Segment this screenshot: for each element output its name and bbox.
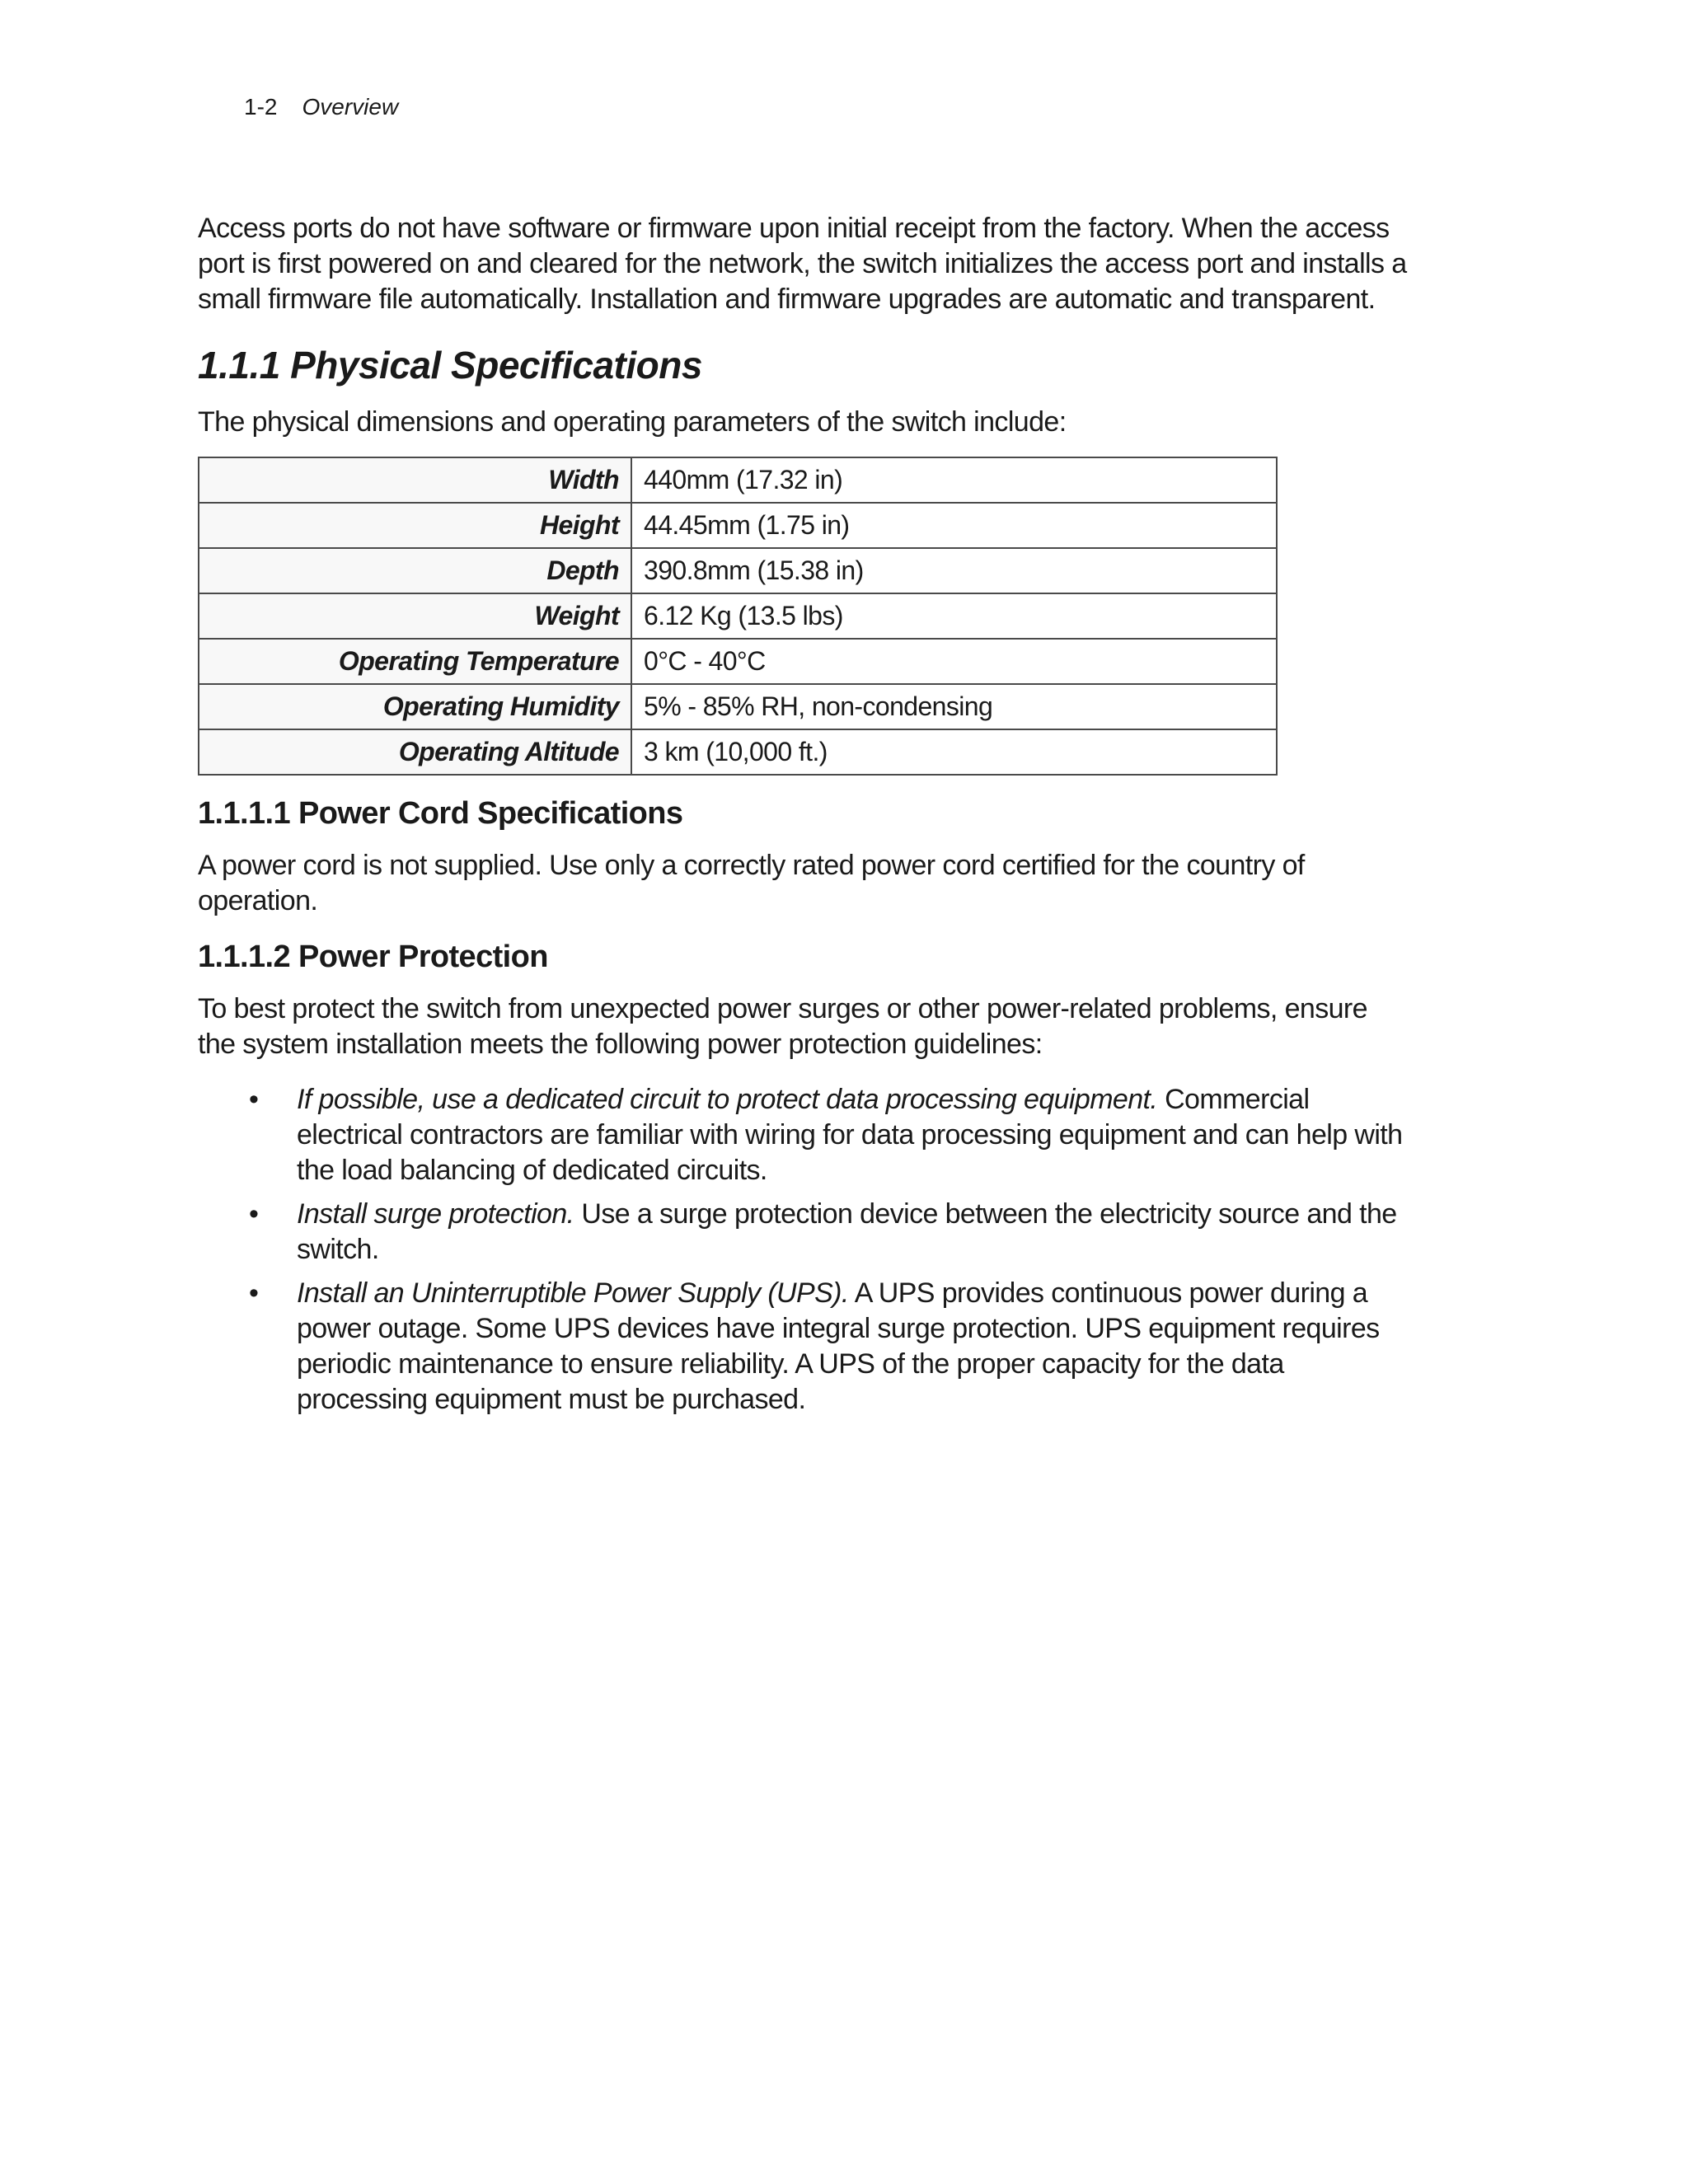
spec-value: 3 km (10,000 ft.)	[631, 729, 1277, 775]
spec-label: Operating Humidity	[199, 684, 631, 729]
spec-label: Operating Temperature	[199, 639, 631, 684]
spec-label: Depth	[199, 548, 631, 593]
power-protection-heading: 1.1.1.2 Power Protection	[198, 940, 548, 974]
page-number: 1-2	[244, 94, 278, 120]
table-row	[199, 639, 1277, 684]
bullet-icon: •	[249, 1198, 259, 1230]
list-item	[198, 1082, 1409, 1188]
bullet-text: Use a surge protection device between the electricity source and the switch.	[297, 1198, 1397, 1265]
spec-value: 6.12 Kg (13.5 lbs)	[631, 593, 1277, 639]
bullet-icon: •	[249, 1277, 259, 1309]
bullet-lead: Install an Uninterruptible Power Supply (UPS).	[297, 1277, 849, 1309]
bullet-icon: •	[249, 1084, 259, 1115]
intro-paragraph: Access ports do not have software or firmware upon initial receipt from the factory. When the access port is first powered on and cleared for the network, the switch initializes the access port and installs a small firmware file automatically. Installation and firmware upgrades are automatic and transparent.	[198, 213, 1407, 315]
bullet-lead: If possible, use a dedicated circuit to protect data processing equipment.	[297, 1084, 1158, 1115]
power-cord-heading: 1.1.1.1 Power Cord Specifications	[198, 796, 683, 831]
table-row	[199, 503, 1277, 548]
table-row	[199, 593, 1277, 639]
spec-value: 0°C - 40°C	[631, 639, 1277, 684]
spec-label: Width	[199, 457, 631, 503]
spec-value: 5% - 85% RH, non-condensing	[631, 684, 1277, 729]
spec-table	[198, 457, 1278, 776]
spec-label: Height	[199, 503, 631, 548]
table-row	[199, 684, 1277, 729]
spec-value: 440mm (17.32 in)	[631, 457, 1277, 503]
table-row	[199, 729, 1277, 775]
spec-value: 44.45mm (1.75 in)	[631, 503, 1277, 548]
power-cord-paragraph: A power cord is not supplied. Use only a correctly rated power cord certified for the country of operation.	[198, 850, 1305, 916]
power-protection-list	[198, 1082, 1409, 1418]
bullet-lead: Install surge protection.	[297, 1198, 574, 1230]
table-row	[199, 548, 1277, 593]
bullet-text: Commercial electrical contractors are familiar with wiring for data processing equipment and can help with the load balancing of dedicated circuits.	[297, 1084, 1403, 1186]
running-section-title: Overview	[302, 94, 399, 120]
spec-label: Operating Altitude	[199, 729, 631, 775]
spec-value: 390.8mm (15.38 in)	[631, 548, 1277, 593]
physical-specifications-lead: The physical dimensions and operating parameters of the switch include:	[198, 406, 1067, 438]
list-item	[198, 1197, 1409, 1268]
list-item	[198, 1276, 1409, 1418]
spec-label: Weight	[199, 593, 631, 639]
power-protection-lead: To best protect the switch from unexpected power surges or other power-related problems, ensure the system installation meets the following power protection guidelines:	[198, 993, 1367, 1060]
bullet-text: A UPS provides continuous power during a power outage. Some UPS devices have integral surge protection. UPS equipment requires periodic maintenance to ensure reliability. A UPS of the proper capacity for the data processing equipment must be purchased.	[297, 1277, 1380, 1415]
table-row	[199, 457, 1277, 503]
page-header	[244, 92, 398, 122]
document-body	[198, 211, 1409, 1426]
physical-specifications-heading: 1.1.1 Physical Specifications	[198, 344, 702, 387]
